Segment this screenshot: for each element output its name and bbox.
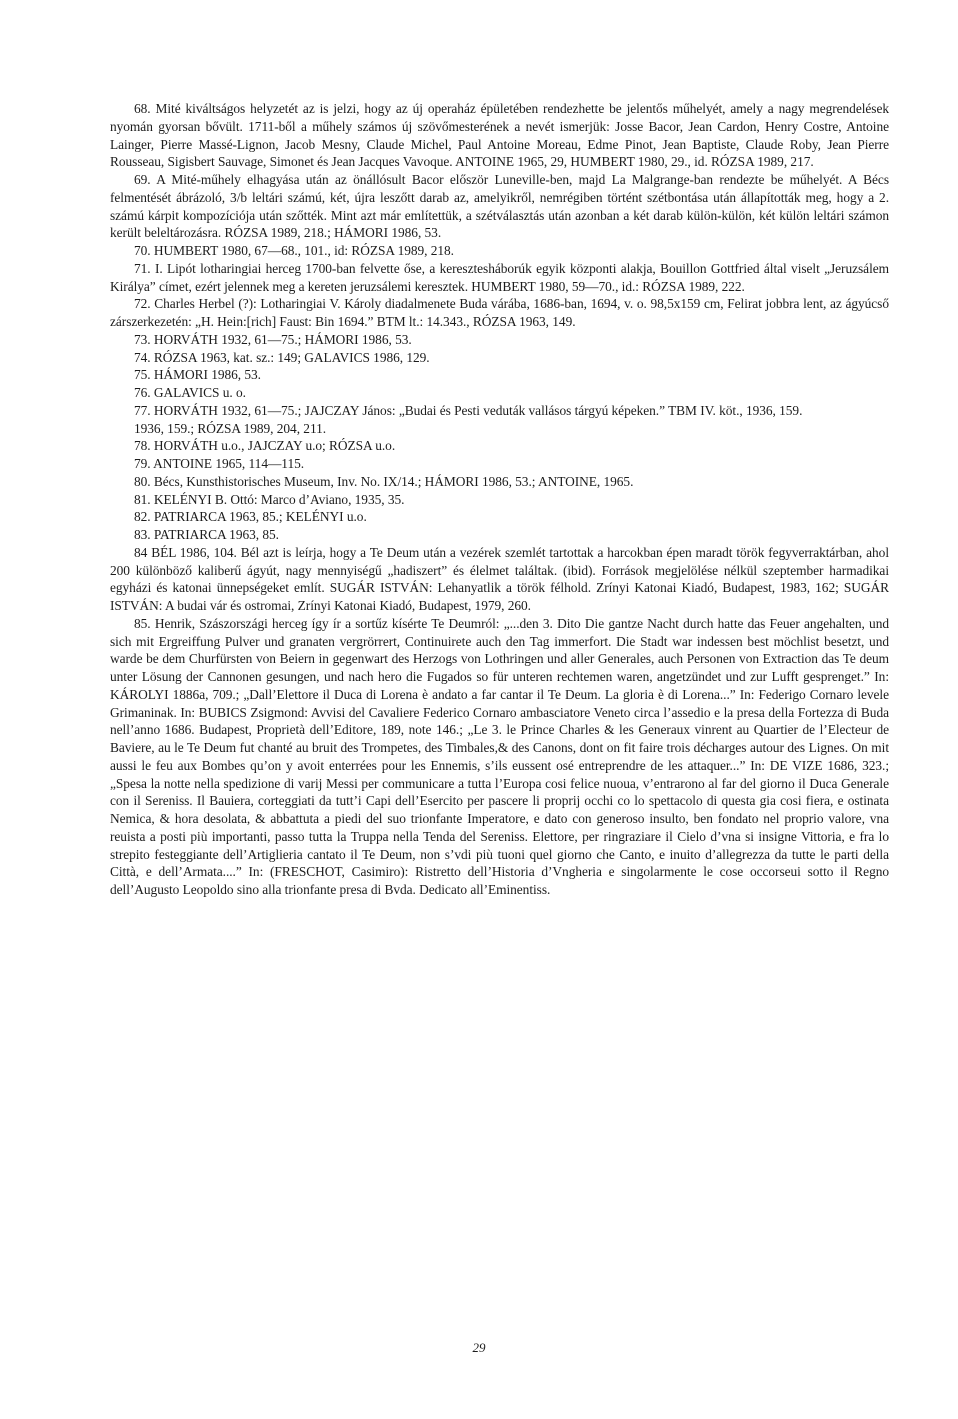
footnote-68: 68. Mité kiváltságos helyzetét az is jelzi, hogy az új operaház épületében rendezhette be jelentős műhelyét, amely a nagy megrendelések nyomán gyorsan bővült. 1711-ből a műhely számos új szövőmesterének a nevét ismerjük: Josse Bacor, Jean Cardon, Henry Costre, Antoine Lainger, Pierre Massé-Lignon, Jacob Mesny, Claude Michel, Paul Antoine Moreau, Edme Pinot, Jean Baptiste, Claude Roby, Jean Pierre Rousseau, Sigisbert Sauvage, Simonet és Jean Jacques Vavoque. ANTOINE 1965, 29, HUMBERT 1980, 29., id. RÓZSA 1989, 217. xyxy=(110,101,889,170)
footnote-79: 79. ANTOINE 1965, 114—115. xyxy=(134,456,305,471)
footnote-73: 73. HORVÁTH 1932, 61—75.; HÁMORI 1986, 53. xyxy=(134,331,412,347)
footnote-71: 71. I. Lipót lotharingiai herceg 1700-ban felvette őse, a keresztesháborúk egyik központi alakja, Bouillon Gottfried által viselt „Jeruzsálem Királya” címet, ezért jelennek meg a kereten jeruzsálemi keresztek. HUMBERT 1980, 59—70., id.: RÓZSA 1989, 222. xyxy=(110,260,889,294)
page-number: 29 xyxy=(472,1340,486,1355)
footnote-74: 74. RÓZSA 1963, kat. sz.: 149; GALAVICS 1986, 129. xyxy=(134,349,430,365)
footnote-69: 69. A Mité-műhely elhagyása után az önállósult Bacor először Luneville-ben, majd La Malgrange-ban rendezte be műhelyét. A Bécs felmentését ábrázoló, 3/b leltári számú, két, újra leszőtt darab az, amelyikről, nemrégiben történt szétbontása után állapították meg, hogy a 2. számú kárpit kompozíciója után szőtték. Mint azt már említettük, a szétválasztás után azonban a két darab külön-külön, két külön leltári számon került beleltározásra. RÓZSA 1989, 218.; HÁMORI 1986, 53. xyxy=(110,172,889,241)
footnote-70: 70. HUMBERT 1980, 67—68., 101., id: RÓZSA 1989, 218. xyxy=(134,243,454,258)
footnote-83: 83. PATRIARCA 1963, 85. xyxy=(134,527,279,542)
footnote-77-continuation: 1936, 159.; RÓZSA 1989, 204, 211. xyxy=(134,420,327,436)
footnote-77: 77. HORVÁTH 1932, 61—75.; JAJCZAY János: „Budai és Pesti veduták vallásos tárgyú képeken.” TBM IV. köt., 1936, 159. xyxy=(134,402,803,418)
footnote-82: 82. PATRIARCA 1963, 85.; KELÉNYI u.o. xyxy=(134,509,367,525)
footnote-85: 85. Henrik, Szászországi herceg így ír a sortűz kísérte Te Deumról: „...den 3. Dito Die gantze Nacht durch hatte das Feuer angehalten, und sich mit Ergreiffung Pulver und granaten vergrörrert, Continuirete auch den Tag immerfort. Die Stadt war indessen best möchlist besetzt, und warde be dem Churfürsten von Beiern in gegenwart des Herzogs von Lothringen und aller Generales, auch Personen von Extraction das Te deum unter Lösung der Cannonen gesungen, und nach hero die Fugados so für unteren rechtemen waren, angetzündet und zur Lufft gesprenget.” In: KÁROLYI 1886a, 709.; „Dall’Elettore il Duca di Lorena è andato a far cantar il Te Deum. La gloria è di Lorena...” In: Federigo Cornaro levele Grimaninak. In: BUBICS Zsigmond: Avvisi del Cavaliere Federico Cornaro ambasciatore Veneto circa l’assedio e la presa della Fortezza di Buda nell’anno 1686. Budapest, Proprietà dell’Editore, 189, note 146.; „Le 3. le Prince Charles & les Generaux vinrent au Quartier de l’Electeur de Baviere, au le Te Deum fut chanté au bruit des Trompetes, des Timbales,& des Canons, dont on fit faire trois décharges autour des Lignes. On mit aussi le feu aux Bombes qu’on y avoit enterrées pour les Ennemis, s’ils eussent osé entreprendre de les attaquer...” In: DE VIZE 1686, 323.; „Spesa la notte nella spedizione di varij Messi per communicare a tutta l’Europa cosi felice nuoua, v’entrarono al far del giorno il Duca Generale con il Sereniss. Il Bauiera, corteggiati da tutt’i Capi dell’Esercito per pascere li proprij occhi co lo spettacolo di questa gia cosi fiera, e ostinata Nemica, & hora desolata, & abbattuta a piedi del suo trionfante Imperatore, e dato con generoso insulto, ben fondato nel proprio valore, vna reuista a posti più importanti, passo tutta la Truppa nella Tenda del Sereniss. Elettore, per ringraziare il Cielo d’vna si insigne Vittoria, e fra lo strepito festeggiante dell’Artiglieria cantato il Te Deum, non s’vdi più tuoni quel giorno che Canto, e inuito d’allegrezza da tutte le parti della Città, e dell’Armata....” In: (FRESCHOT, Casimiro): Ristretto dell’Historia d’Vngheria e singolarmente le cose occorseui sotto il Regno dell’Augusto Leopoldo sino alla trionfante presa di Bvda. Dedicato all’Eminentiss. xyxy=(110,615,889,897)
footnote-72: 72. Charles Herbel (?): Lotharingiai V. Károly diadalmenete Buda várába, 1686-ban, 1694, v. o. 98,5x159 cm, Felirat jobbra lent, az ágyúcső zárszerkezetén: „H. Hein:[rich] Faust: Bin 1694.” BTM lt.: 14.343., RÓZSA 1963, 149. xyxy=(110,296,889,329)
footnote-80: 80. Bécs, Kunsthistorisches Museum, Inv. No. IX/14.; HÁMORI 1986, 53.; ANTOINE, 1965. xyxy=(134,473,634,489)
footnote-76: 76. GALAVICS u. o. xyxy=(134,385,246,400)
footnote-84: 84 BÉL 1986, 104. Bél azt is leírja, hogy a Te Deum után a vezérek szemlét tartottak a harcokban épen maradt török fegyverraktárban, ahol 200 különböző kaliberű ágyút, nagy mennyiségű „hadiszert” és élelmet találtak. (ibid). Források megjelölése nélkül szeptember harmadikai egyházi és katonai ünnepségeket említ. SUGÁR ISTVÁN: Lehanyatlik a török félhold. Zrínyi Katonai Kiadó, Budapest, 1983, 162; SUGÁR ISTVÁN: A budai vár és ostromai, Zrínyi Katonai Kiadó, Budapest, 1979, 260. xyxy=(110,544,889,613)
footnote-75: 75. HÁMORI 1986, 53. xyxy=(134,367,261,383)
footnote-78: 78. HORVÁTH u.o., JAJCZAY u.o; RÓZSA u.o. xyxy=(134,438,396,454)
footnotes-block xyxy=(110,100,889,899)
footnote-81: 81. KELÉNYI B. Ottó: Marco d’Aviano, 1935, 35. xyxy=(134,491,405,507)
